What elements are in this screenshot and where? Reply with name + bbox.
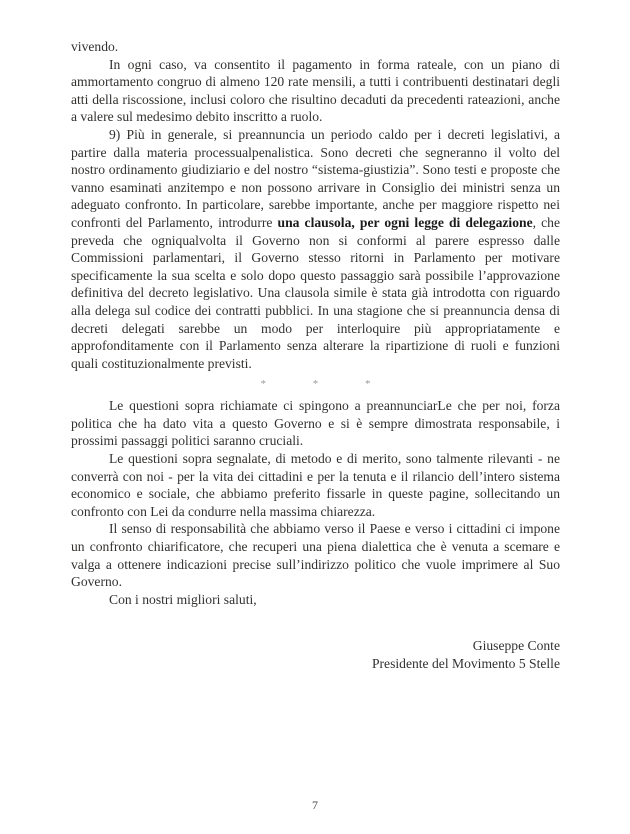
paragraph-questioni-segnalate: Le questioni sopra segnalate, di metodo e di merito, sono talmente rilevanti - ne converrà con noi - per la vita dei cittadini e per la tenuta e il rilancio dell’intero sistema economico e sociale, che abbiamo preferito fissarle in queste pagine, sollecitando un confronto con Lei da condurre nella massima chiarezza. <box>71 451 560 519</box>
section-separator: * * * <box>260 378 393 391</box>
paragraph-responsabilita: Il senso di responsabilità che abbiamo verso il Paese e verso i cittadini ci impone un confronto chiarificatore, che recuperi una piena dialettica che è venuta a scemare e valga a ottenere indicazioni precise sull’indirizzo politico che vuole imprimere al Suo Governo. <box>71 521 560 590</box>
signature-block <box>71 637 560 672</box>
document-body <box>71 38 560 673</box>
paragraph-text-after-bold: , che preveda che ogniqualvolta il Governo non si conformi al parere espresso dalle Commissioni parlamentari, il Governo stesso ritorni in Parlamento per motivare specificamente la sua scelta e solo dopo questo passaggio sarà possibile l’approvazione definitiva del decreto legislativo. Una clausola simile è stata già introdotta con riguardo alla delega sul codice dei contratti pubblici. In una stagione che si preannuncia densa di decreti delegati sarebbe un modo per interloquire più appropriatamente e approfonditamente con il Parlamento senza alterare la ripartizione di ruoli e funzioni quali costituzionalmente previsti. <box>71 214 560 371</box>
paragraph-continuation: vivendo. <box>71 39 119 54</box>
emphasis-clausola-delegazione: una clausola, per ogni legge di delegazione <box>277 214 533 230</box>
paragraph-saluti: Con i nostri migliori saluti, <box>109 591 257 607</box>
page-number: 7 <box>312 798 318 812</box>
paragraph-preannunciare: Le questioni sopra richiamate ci spingono a preannunciarLe che per noi, forza politica che ha dato vita a questo Governo e si è sempre dimostrata responsabile, i prossimi passaggi politici saranno cruciali. <box>71 398 560 449</box>
paragraph-decreti-legislativi <box>71 126 560 372</box>
signature-title: Presidente del Movimento 5 Stelle <box>371 656 560 671</box>
paragraph-rateizzazione: In ogni caso, va consentito il pagamento in forma rateale, con un piano di ammortamento congruo di almeno 120 rate mensili, a tutti i contribuenti destinatari degli atti della riscossione, inclusi coloro che risultino decaduti da precedenti rateazioni, anche a valere sul medesimo debito inscritto a ruolo. <box>71 56 560 125</box>
paragraph-text-before-bold: 9) Più in generale, si preannuncia un periodo caldo per i decreti legislativi, a partire dalla materia processualpenalistica. Sono decreti che segneranno il volto del nostro ordinamento giudiziario e del nostro “sistema-giustizia”. Sono testi e proposte che vanno esaminati anzitempo e non possono arrivare in Consiglio dei ministri senza un adeguato confronto. In particolare, sarebbe importante, anche per maggiore rispetto nei confronti del Parlamento, introdurre <box>71 126 560 230</box>
signature-name: Giuseppe Conte <box>472 638 560 654</box>
